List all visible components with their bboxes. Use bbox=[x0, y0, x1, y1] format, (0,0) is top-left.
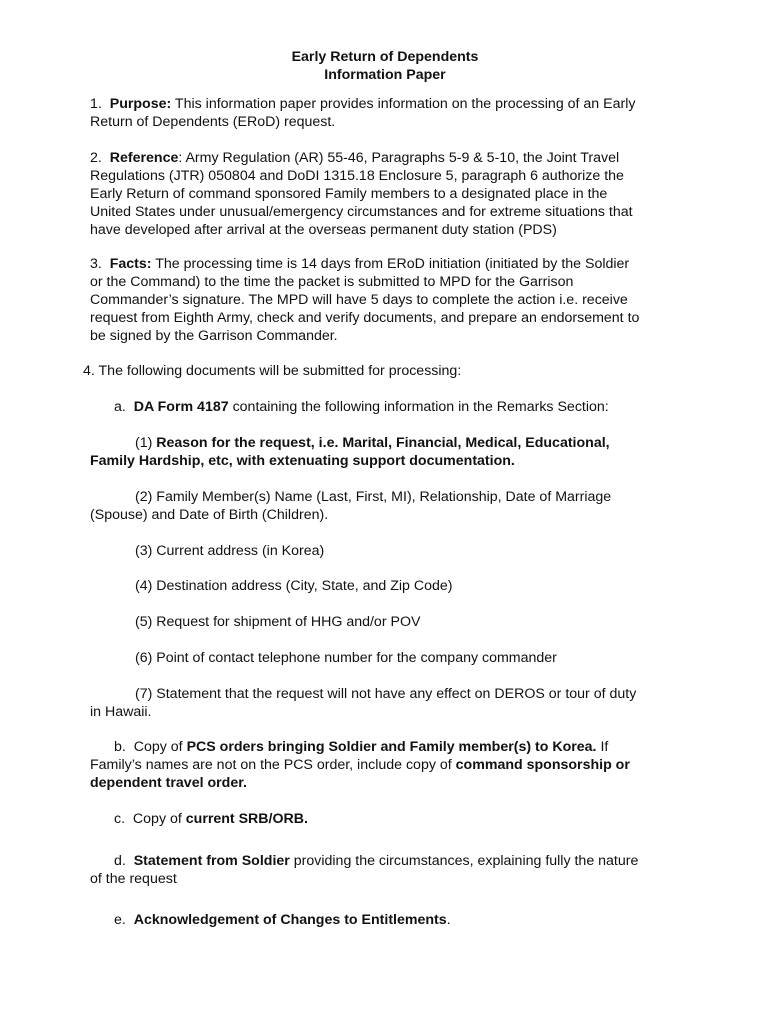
item-c-bold: current SRB/ORB. bbox=[185, 811, 308, 827]
sub-item-6: (6) Point of contact telephone number for the company commander bbox=[135, 650, 557, 666]
item-c-prefix: c. Copy of bbox=[114, 811, 186, 827]
item-a-text: containing the following information in the Remarks Section: bbox=[228, 399, 609, 415]
item-e bbox=[114, 911, 451, 929]
reference-label: Reference bbox=[109, 150, 179, 166]
document-title: Early Return of Dependents bbox=[291, 49, 479, 65]
documents-intro: 4. The following documents will be submitted for processing: bbox=[83, 363, 462, 379]
reference-paragraph bbox=[90, 149, 633, 239]
item-a-prefix: a. bbox=[114, 399, 126, 415]
facts-text: The processing time is 14 days from ERoD initiation (initiated by the Soldier or the Command) to the time the packet is submitted to MPD for the Garrison Commander’s signature. The MPD will have 5 days to complete the action i.e. receive request from Eighth Army, check and verify documents, and prepare an endorsement to be signed by the Garrison Commander. bbox=[90, 256, 640, 344]
purpose-paragraph bbox=[90, 95, 635, 131]
item-b-text1: If bbox=[596, 739, 609, 755]
facts-paragraph bbox=[90, 255, 639, 345]
item-e-bold: Acknowledgement of Changes to Entitlements bbox=[133, 912, 447, 928]
sub-item-4: (4) Destination address (City, State, and Zip Code) bbox=[135, 578, 453, 594]
sub-item-1-bold: Reason for the request, i.e. Marital, Financial, Medical, Educational, bbox=[156, 435, 610, 451]
sub-item-5: (5) Request for shipment of HHG and/or POV bbox=[135, 614, 421, 630]
item-d bbox=[114, 852, 638, 870]
reference-number: 2. bbox=[90, 150, 102, 166]
sub-item-2: (2) Family Member(s) Name (Last, First, MI), Relationship, Date of Marriage bbox=[135, 489, 612, 505]
sub-item-7: (7) Statement that the request will not have any effect on DEROS or tour of duty bbox=[135, 686, 637, 702]
item-b-bold3: dependent travel order. bbox=[90, 775, 247, 791]
item-b bbox=[114, 738, 608, 756]
item-e-suffix: . bbox=[446, 912, 451, 928]
item-b-bold1: PCS orders bringing Soldier and Family member(s) to Korea. bbox=[186, 739, 597, 755]
item-b-bold2: command sponsorship or bbox=[455, 757, 630, 773]
item-d-cont: of the request bbox=[90, 871, 177, 887]
facts-number: 3. bbox=[90, 256, 102, 272]
item-b-prefix: b. Copy of bbox=[114, 739, 187, 755]
purpose-number: 1. bbox=[90, 96, 102, 112]
facts-label: Facts: bbox=[109, 256, 152, 272]
sub-item-1 bbox=[135, 434, 610, 452]
item-a bbox=[114, 398, 609, 416]
item-a-bold: DA Form 4187 bbox=[133, 399, 229, 415]
sub-item-3: (3) Current address (in Korea) bbox=[135, 543, 325, 559]
sub-item-7-cont: in Hawaii. bbox=[90, 704, 152, 720]
item-e-prefix: e. bbox=[114, 912, 134, 928]
purpose-text: This information paper provides information on the processing of an Early Return of Dependents (ERoD) request. bbox=[90, 96, 636, 130]
item-d-text: providing the circumstances, explaining fully the nature bbox=[289, 853, 639, 869]
item-d-bold: Statement from Soldier bbox=[133, 853, 290, 869]
sub-item-1-prefix: (1) bbox=[135, 435, 157, 451]
item-b-text2: Family’s names are not on the PCS order, include copy of bbox=[90, 757, 456, 773]
item-b-line3 bbox=[90, 774, 247, 792]
sub-item-1-bold2: Family Hardship, etc, with extenuating support documentation. bbox=[90, 453, 515, 469]
sub-item-2-cont: (Spouse) and Date of Birth (Children). bbox=[90, 507, 329, 523]
item-d-prefix: d. bbox=[114, 853, 134, 869]
reference-text: : Army Regulation (AR) 55-46, Paragraphs 5-9 & 5-10, the Joint Travel Regulations (JTR) 050804 and DoDI 1315.18 Enclosure 5, paragraph 6 authorize the Early Return of command sponsored Family members to a designated place in the United States under unusual/emergency circumstances and for extreme situations that have developed after arrival at the overseas permanent duty station (PDS) bbox=[90, 150, 633, 238]
sub-item-1-cont bbox=[90, 452, 515, 470]
item-b-line2 bbox=[90, 756, 630, 774]
purpose-label: Purpose: bbox=[109, 96, 172, 112]
item-c bbox=[114, 810, 308, 828]
document-subtitle: Information Paper bbox=[324, 67, 446, 83]
